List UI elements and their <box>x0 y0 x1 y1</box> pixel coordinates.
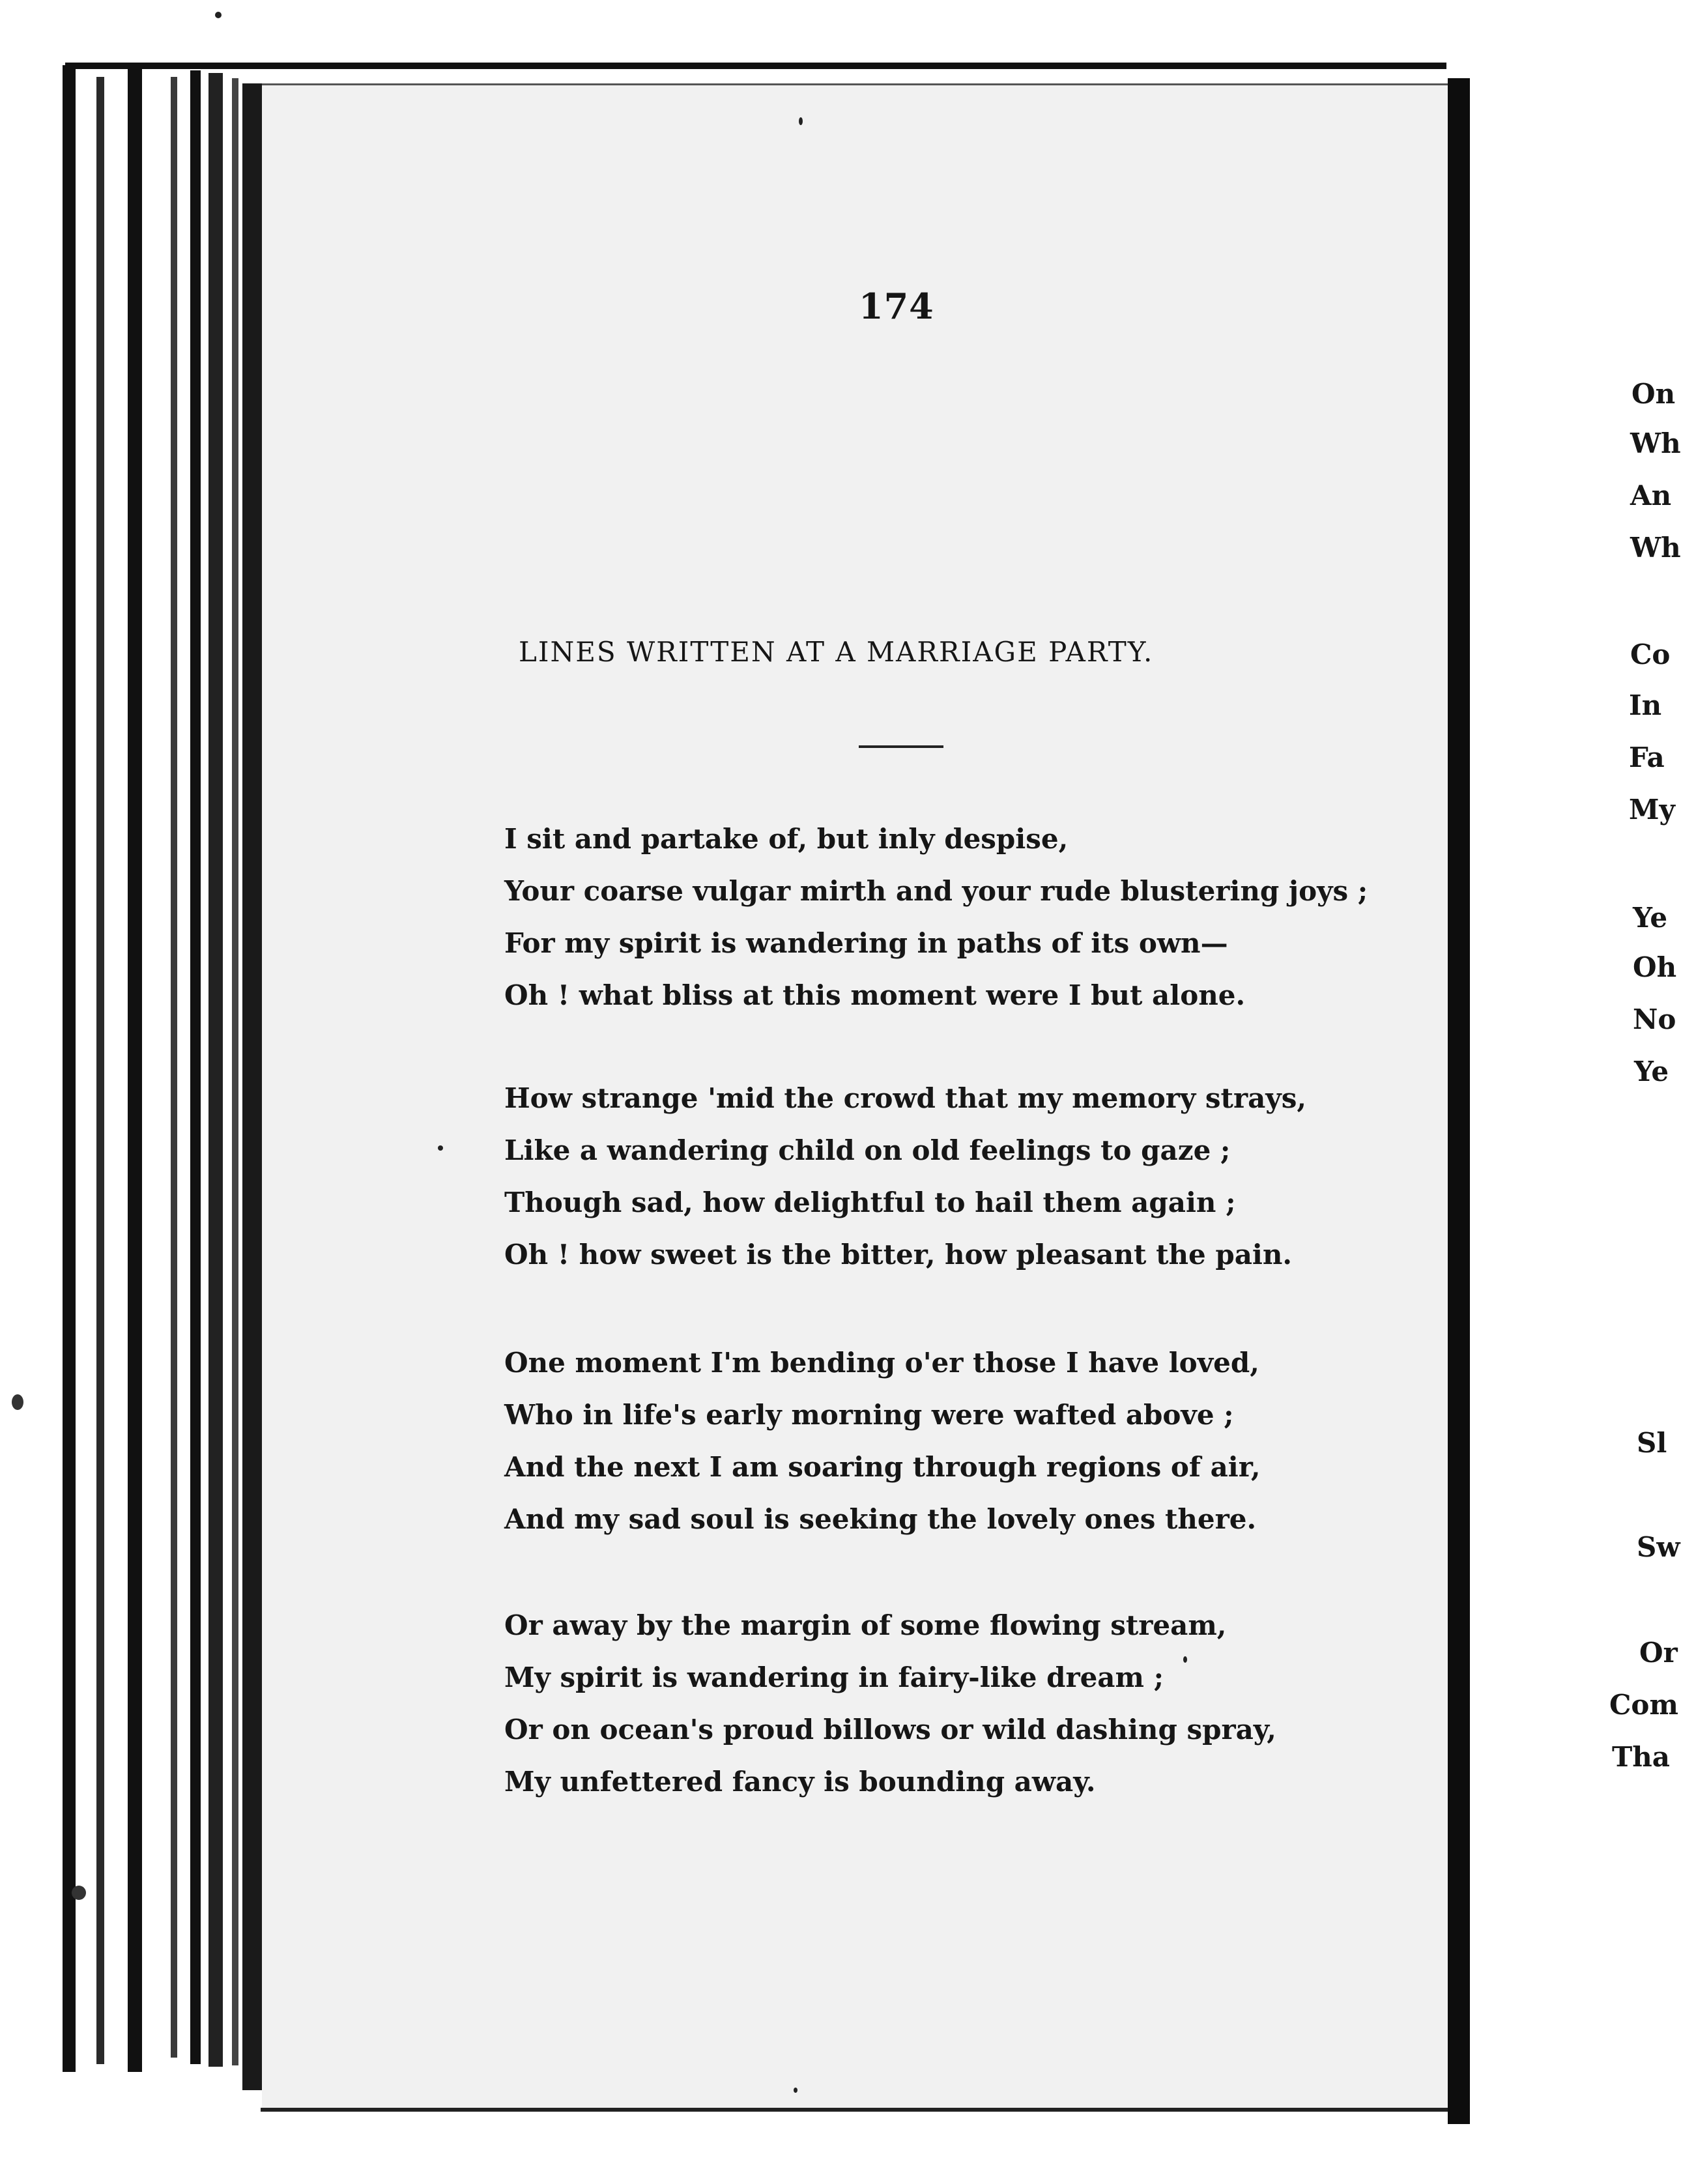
right-page-fragment: No <box>1633 1003 1676 1035</box>
stanza <box>504 1600 1325 1808</box>
poem-line: And the next I am soaring through regions of air, <box>504 1451 1261 1483</box>
right-page-fragment: Fa <box>1629 741 1665 773</box>
scan-speck <box>794 2088 797 2093</box>
poem-line: Who in life's early morning were wafted above ; <box>504 1399 1234 1431</box>
right-page-fragment: Com <box>1609 1689 1678 1721</box>
page-edge <box>63 65 76 2072</box>
right-page-fragment: Ye <box>1633 902 1668 934</box>
right-page-fragment: In <box>1629 689 1662 721</box>
page-edge <box>128 65 142 2072</box>
page-edge <box>232 78 238 2065</box>
poem-line: Oh ! what bliss at this moment were I but alone. <box>504 979 1246 1011</box>
poem-line: My unfettered fancy is bounding away. <box>504 1766 1096 1798</box>
poem-line: One moment I'm bending o'er those I have loved, <box>504 1347 1259 1379</box>
poem-line: And my sad soul is seeking the lovely ones there. <box>504 1503 1257 1535</box>
right-page-fragment: Sw <box>1637 1531 1680 1563</box>
poem-line: Or on ocean's proud billows or wild dashing spray, <box>504 1714 1276 1746</box>
scan-speck <box>438 1145 443 1151</box>
poem-line: For my spirit is wandering in paths of its own— <box>504 927 1228 959</box>
poem-line: Though sad, how delightful to hail them again ; <box>504 1186 1236 1218</box>
right-page-fragment: Wh <box>1630 532 1681 564</box>
scan-speck <box>72 1886 86 1900</box>
poem-line: Or away by the margin of some flowing stream, <box>504 1609 1227 1641</box>
title-divider <box>859 745 943 748</box>
page-edge <box>171 77 177 2058</box>
stanza <box>504 1072 1325 1281</box>
right-page-fragment: On <box>1631 378 1676 410</box>
poem-line: I sit and partake of, but inly despise, <box>504 823 1069 855</box>
poem-line: How strange 'mid the crowd that my memory strays, <box>504 1082 1306 1114</box>
poem-line: My spirit is wandering in fairy-like dream ; <box>504 1661 1164 1693</box>
page-edge <box>96 77 104 2064</box>
right-page-fragment: An <box>1630 480 1672 511</box>
stanza <box>504 1337 1325 1545</box>
scan-speck <box>12 1394 23 1410</box>
stanza <box>504 813 1368 1022</box>
page-edge <box>242 83 262 2090</box>
page-edge-top <box>65 63 1446 69</box>
right-page-fragment: Or <box>1639 1637 1678 1669</box>
right-page-fragment: My <box>1629 794 1675 826</box>
poem-line: Your coarse vulgar mirth and your rude blustering joys ; <box>504 875 1368 907</box>
scan-speck <box>1183 1656 1187 1663</box>
poem-line: Oh ! how sweet is the bitter, how pleasant the pain. <box>504 1239 1293 1271</box>
right-page-fragment: Wh <box>1630 427 1681 459</box>
page-number: 174 <box>859 285 934 327</box>
right-page-fragment: Co <box>1630 639 1671 670</box>
right-page-fragment: Oh <box>1633 951 1677 983</box>
book-gutter <box>1448 78 1470 2124</box>
right-page-fragment: Ye <box>1634 1056 1669 1087</box>
page-edge <box>208 73 223 2067</box>
right-page-fragment: Tha <box>1612 1741 1671 1773</box>
page-edge-bottom <box>261 2108 1453 2112</box>
scan-speck <box>799 117 803 125</box>
right-page-fragment: Sl <box>1637 1427 1667 1459</box>
scan-speck <box>215 12 222 18</box>
poem-line: Like a wandering child on old feelings to gaze ; <box>504 1134 1231 1166</box>
poem-title: LINES WRITTEN AT A MARRIAGE PARTY. <box>519 636 1154 668</box>
page-edge <box>190 70 201 2064</box>
